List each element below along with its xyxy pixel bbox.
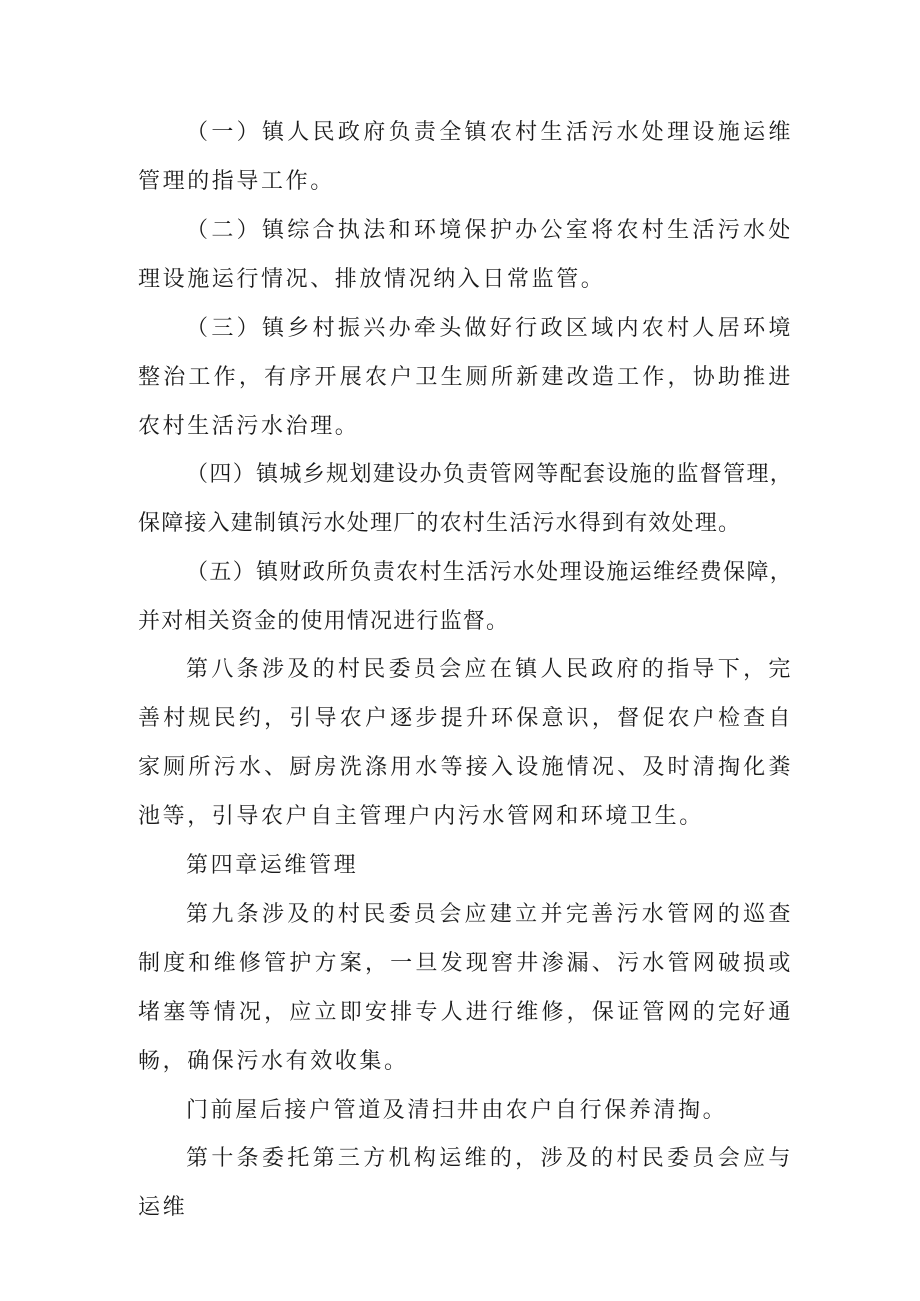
paragraph-household-pipes: 门前屋后接户管道及清扫井由农户自行保养清掏。 (186, 1098, 728, 1123)
paragraph-planning-construction-office: （四）镇城乡规划建设办负责管网等配套设施的监督管理，保障接入建制镇污水处理厂的农村生活污水得到有效处理。 (138, 462, 793, 536)
paragraph-town-government-guidance: （一）镇人民政府负责全镇农村生活污水处理设施运维管理的指导工作。 (138, 120, 793, 194)
paragraph-rural-revitalization-office: （三）镇乡村振兴办牵头做好行政区域内农村人居环境整治工作，有序开展农户卫生厕所新建改造工作，协助推进农村生活污水治理。 (138, 316, 793, 439)
paragraph-finance-office: （五）镇财政所负责农村生活污水处理设施运维经费保障，并对相关资金的使用情况进行监督。 (138, 560, 793, 634)
paragraph-article-8: 第八条涉及的村民委员会应在镇人民政府的指导下，完善村规民约，引导农户逐步提升环保意识，督促农户检查自家厕所污水、厨房洗涤用水等接入设施情况、及时清掏化粪池等，引导农户自主管理户内污水管网和环境卫生。 (138, 657, 793, 829)
paragraph-article-9: 第九条涉及的村民委员会应建立并完善污水管网的巡查制度和维修管护方案，一旦发现窖井渗漏、污水管网破损或堵塞等情况，应立即安排专人进行维修，保证管网的完好通畅，确保污水有效收集。 (138, 902, 793, 1074)
paragraph-law-enforcement-office: （二）镇综合执法和环境保护办公室将农村生活污水处理设施运行情况、排放情况纳入日常监管。 (138, 218, 793, 292)
paragraph-article-10: 第十条委托第三方机构运维的，涉及的村民委员会应与运维 (138, 1146, 793, 1220)
chapter-heading-4: 第四章运维管理 (186, 853, 359, 878)
